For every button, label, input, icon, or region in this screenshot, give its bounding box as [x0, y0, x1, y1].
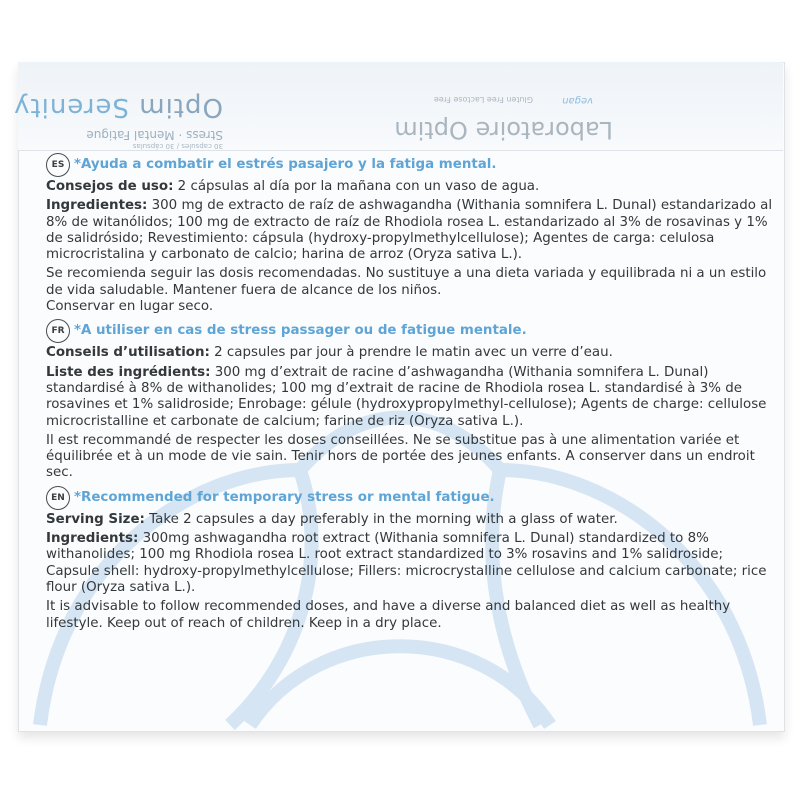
usage-paragraph: Consejos de uso: 2 cápsulas al día por la mañana con un vaso de agua.: [46, 179, 540, 194]
section-title: *Recommended for temporary stress or mental fatigue.: [74, 489, 495, 505]
lid-subtitle: Stress · Mental Fatigue: [86, 128, 223, 142]
ingredients-paragraph: Liste des ingrédients: 300 mg d’extrait de racine d’ashwagandha (Withania somnifera L. Dunal) standardisé à 8% de withanolides; 100 mg d’extrait de racine de Rhodiola rosea L. standardisé à 3% de rosavines et 1% salidroside; Enrobage: gélule (hydroxypropylmethyl-cellulose); Agents de charge: cellulose microcristalline et carbonate de calcium; farine de riz (Oryza sativa L.).: [46, 364, 767, 429]
section-header: [46, 153, 776, 177]
lid-free-labels: Gluten Free Lactose Free: [433, 95, 533, 104]
usage-paragraph: Conseils d’utilisation: 2 capsules par jour à prendre le matin avec un verre d’eau.: [46, 345, 613, 361]
lid-capsule-count: 30 capsules / 30 cápsulas: [132, 142, 223, 150]
section-header: [46, 486, 776, 510]
language-badge: FR: [46, 319, 70, 343]
storage-paragraph: Conservar en lugar seco.: [46, 299, 214, 315]
section-title: *Ayuda a combatir el estrés pasajero y la fatiga mental.: [74, 156, 497, 172]
section-header: [46, 319, 776, 343]
section-fr: [46, 319, 776, 481]
advice-paragraph: It is advisable to follow recommended doses, and have a diverse and balanced diet as well as healthy lifestyle. Keep out of reach of children. Keep in a dry place.: [46, 599, 731, 631]
language-badge: EN: [46, 486, 70, 510]
section-en: [46, 486, 776, 632]
ingredients-paragraph: Ingredients: 300mg ashwagandha root extract (Withania somnifera L. Dunal) standardized to 8% withanolides; 100 mg Rhodiola rosea L. root extract standardized to 3% rosavins and 1% salidroside; Capsule shell: hydroxy-propylmethylcellulose; Fillers: microcrystalline cellulose and calcium carbonate; rice flour (Oryza sativa L.).: [46, 531, 767, 595]
lid-brand: Optim Serenity: [13, 92, 223, 122]
lid-vegan-label: vegan: [562, 95, 593, 106]
language-badge: ES: [46, 153, 70, 177]
advice-paragraph: Il est recommandé de respecter les doses conseillées. Ne se substitue pas à une alimentation variée et équilibrée et à un mode de vie sain. Tenir hors de portée des jeunes enfants. A conserver dans un endroit sec.: [46, 432, 755, 481]
lid-laboratory: Laboratoire Optim: [394, 116, 613, 144]
label-text: [46, 153, 776, 636]
section-es: [46, 153, 776, 315]
ingredients-paragraph: Ingredientes: 300 mg de extracto de raíz de ashwagandha (Withania somnifera L. Dunal) estandarizado al 8% de witanólidos; 100 mg de extracto de raíz de Rhodiola rosea L. estandarizado al 3% de rosavinas y 1% de salidrósido; Revestimiento: cápsula (hydroxy-propylmethylcellulose); Agentes de carga: celulosa microcristalina y carbonato de calcio; harina de arroz (Oryza sativa L.).: [46, 198, 773, 263]
advice-paragraph: Se recomienda seguir las dosis recomendadas. No sustituye a una dieta variada y equilibrada ni a un estilo de vida saludable. Mantener fuera de alcance de los niños.: [46, 266, 767, 298]
section-title: *A utiliser en cas de stress passager ou de fatigue mentale.: [74, 323, 527, 339]
usage-paragraph: Serving Size: Take 2 capsules a day preferably in the morning with a glass of water.: [46, 511, 618, 527]
